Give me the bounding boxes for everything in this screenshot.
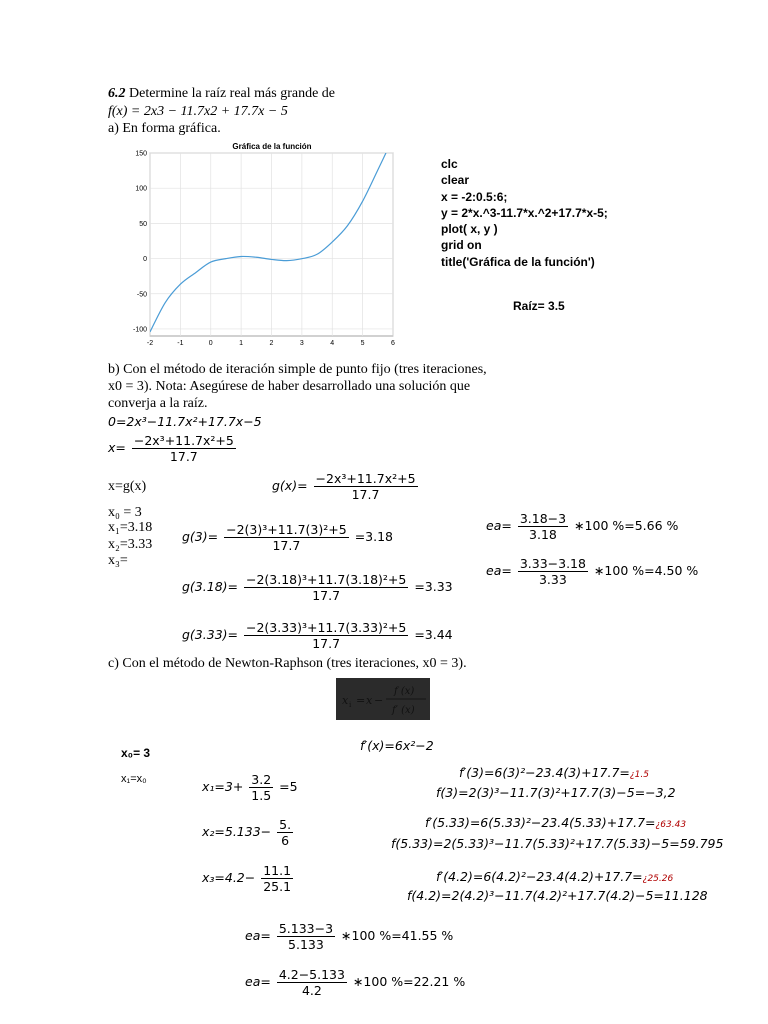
ea-b1-denominator: 3.18	[529, 527, 557, 542]
problem-number: 6.2	[108, 86, 126, 101]
x-tick-label: 0	[208, 340, 213, 347]
iter-x1: x₁=3.18	[108, 520, 153, 535]
code-line: y = 2*x.^3-11.7*x.^2+17.7*x-5;	[441, 205, 608, 220]
f-prime-at-3	[459, 765, 649, 780]
problem-header	[108, 86, 335, 102]
ea-c1-result: ∗100 %=41.55 %	[341, 928, 454, 943]
fp42-value: ¿25.26	[642, 874, 674, 884]
ea-c2-fraction	[277, 967, 347, 998]
g3-fraction	[244, 620, 408, 651]
problem-statement: Determine la raíz real más grande de	[129, 86, 336, 101]
ea-b-2	[486, 556, 698, 587]
f-at-3: f(3)=2(3)³−11.7(3)²+17.7(3)−5=−3,2	[436, 785, 676, 800]
code-line: grid on	[441, 238, 482, 253]
part-c-line1: c) Con el método de Newton-Raphson (tres iteraciones, x0 = 3).	[108, 656, 467, 671]
code-line: x = -2:0.5:6;	[441, 189, 508, 204]
nx2-lhs: x₂=5.133−	[202, 824, 272, 839]
nx1-fraction	[249, 772, 273, 803]
g1-fraction	[224, 522, 349, 553]
g-iteration-3	[182, 620, 453, 651]
svg-text:i: i	[349, 701, 352, 709]
nx2-denominator: 6	[281, 833, 290, 848]
nx3-denominator: 25.1	[263, 879, 292, 894]
ea-b1-numerator: 3.18−3	[519, 511, 567, 526]
ea-b1-lhs: ea=	[486, 518, 512, 533]
nx3-numerator: 11.1	[263, 863, 292, 878]
svg-text:−: −	[374, 694, 384, 707]
f-prime-at-42	[436, 869, 673, 884]
code-line: clc	[441, 157, 458, 171]
x-fraction	[132, 433, 236, 464]
nx1-result: =5	[279, 779, 298, 794]
newton-x2	[202, 817, 292, 848]
g-denominator: 17.7	[351, 487, 380, 502]
svg-text:x: x	[342, 694, 349, 707]
newton-x3	[202, 863, 292, 894]
g2-lhs: g(3.18)=	[182, 579, 238, 594]
f-prime-definition: f′(x)=6x²−2	[360, 738, 434, 753]
ea-c1-lhs: ea=	[245, 928, 271, 943]
newton-x0: x₀= 3	[121, 746, 151, 760]
chart-title: Gráfica de la función	[232, 142, 312, 151]
x-tick-label: -1	[177, 340, 184, 347]
ea-c-2	[245, 967, 465, 998]
ea-c1-fraction	[277, 921, 335, 952]
chart-svg	[118, 138, 400, 352]
ea-c2-denominator: 4.2	[301, 983, 322, 998]
g-iteration-2	[182, 572, 453, 603]
equation-zero: 0=2x³−11.7x²+17.7x−5	[108, 414, 262, 429]
x-denominator: 17.7	[169, 449, 198, 464]
g1-denominator: 17.7	[272, 538, 301, 553]
x-tick-label: 4	[330, 340, 335, 347]
x-tick-label: 5	[360, 340, 365, 347]
g2-denominator: 17.7	[312, 588, 341, 603]
g1-lhs: g(3)=	[182, 529, 219, 544]
g-numerator: −2x³+11.7x²+5	[315, 471, 416, 486]
code-block	[441, 156, 608, 270]
x-lhs: x=	[108, 440, 126, 455]
x-numerator: −2x³+11.7x²+5	[133, 433, 234, 448]
g2-numerator: −2(3.18)³+11.7(3.18)²+5	[245, 572, 407, 587]
x-tick-label: 1	[239, 340, 244, 347]
ea-c2-lhs: ea=	[245, 974, 271, 989]
g-iteration-1	[182, 522, 393, 553]
svg-text:x: x	[366, 694, 373, 707]
y-tick-label: 150	[135, 150, 147, 158]
y-tick-label: -100	[132, 326, 147, 334]
x-equation	[108, 433, 238, 464]
ea-b2-numerator: 3.33−3.18	[519, 556, 586, 571]
y-tick-label: 100	[135, 185, 147, 193]
x-tick-label: 6	[391, 340, 395, 347]
x-tick-label: 3	[299, 340, 304, 347]
x-tick-label: 2	[269, 340, 274, 347]
ea-b1-fraction	[518, 511, 568, 542]
x-tick-label: -2	[146, 340, 154, 347]
fp42-expr: f′(4.2)=6(4.2)²−23.4(4.2)+17.7=	[436, 869, 643, 884]
fp3-expr: f′(3)=6(3)²−23.4(3)+17.7=	[459, 765, 630, 780]
f-at-42: f(4.2)=2(4.2)³−11.7(4.2)²+17.7(4.2)−5=11.128	[407, 888, 708, 903]
nx3-lhs: x₃=4.2−	[202, 870, 256, 885]
nx1-numerator: 3.2	[251, 772, 272, 787]
g-definition	[272, 471, 420, 502]
nx2-fraction	[277, 817, 293, 848]
code-line: clear	[441, 173, 470, 188]
g3-lhs: g(3.33)=	[182, 627, 238, 642]
ea-b1-result: ∗100 %=5.66 %	[574, 518, 679, 533]
g2-result: =3.33	[414, 579, 453, 594]
svg-text:=: =	[356, 694, 366, 707]
g1-result: =3.18	[354, 529, 393, 544]
fp533-expr: f′(5.33)=6(5.33)²−23.4(5.33)+17.7=	[425, 815, 656, 830]
newton-x1-x0: x₁=x₀	[121, 773, 147, 785]
ea-b2-denominator: 3.33	[538, 572, 567, 587]
g2-fraction	[244, 572, 408, 603]
ea-b-1	[486, 511, 678, 542]
newton-x1	[202, 772, 298, 803]
g-lhs: g(x)=	[272, 478, 308, 493]
g1-numerator: −2(3)³+11.7(3)²+5	[226, 522, 347, 537]
ea-c2-result: ∗100 %=22.21 %	[352, 974, 466, 989]
function-chart	[118, 138, 400, 352]
f-prime-at-533	[425, 815, 686, 830]
newton-raphson-formula-image	[336, 678, 430, 720]
y-tick-label: -50	[136, 291, 147, 299]
g3-numerator: −2(3.33)³+11.7(3.33)²+5	[245, 620, 407, 635]
y-tick-label: 0	[143, 256, 147, 264]
iter-x0: x₀ = 3	[108, 505, 142, 520]
code-line: title('Gráfica de la función')	[441, 254, 595, 269]
part-b-line1: b) Con el método de iteración simple de punto fijo (tres iteraciones,	[108, 362, 487, 377]
part-b-line3: converja a la raíz.	[108, 396, 208, 411]
ea-b2-fraction	[518, 556, 588, 587]
nx1-lhs: x₁=3+	[202, 779, 244, 794]
code-line: plot( x, y )	[441, 222, 498, 237]
fp533-value: ¿63.43	[655, 820, 687, 830]
fp3-value: ¿1.5	[629, 770, 649, 780]
function-definition: f(x) = 2x3 − 11.7x2 + 17.7x − 5	[108, 104, 288, 119]
iter-x2: x₂=3.33	[108, 537, 153, 552]
part-a-label: a) En forma gráfica.	[108, 121, 221, 136]
g3-result: =3.44	[414, 627, 453, 642]
nx1-denominator: 1.5	[251, 788, 272, 803]
ea-c1-denominator: 5.133	[288, 937, 324, 952]
f-at-533: f(5.33)=2(5.33)³−11.7(5.33)²+17.7(5.33)−5=59.795	[391, 836, 724, 851]
x-equals-g: x=g(x)	[108, 479, 147, 494]
y-tick-label: 50	[139, 220, 147, 228]
g3-denominator: 17.7	[312, 636, 341, 651]
svg-text:f (x): f (x)	[394, 686, 415, 697]
root-result: Raíz= 3.5	[513, 299, 565, 313]
part-b-line2: x0 = 3). Nota: Asegúrese de haber desarrollado una solución que	[108, 379, 471, 394]
nx2-numerator: 5.	[279, 817, 292, 832]
g-fraction	[314, 471, 418, 502]
ea-c1-numerator: 5.133−3	[278, 921, 334, 936]
ea-b2-lhs: ea=	[486, 563, 512, 578]
ea-b2-result: ∗100 %=4.50 %	[593, 563, 699, 578]
ea-c-1	[245, 921, 453, 952]
nx3-fraction	[261, 863, 293, 894]
newton-formula-svg	[336, 678, 430, 720]
svg-text:f′ (x): f′ (x)	[392, 705, 415, 716]
iter-x3: x₃=	[108, 553, 128, 568]
ea-c2-numerator: 4.2−5.133	[278, 967, 345, 982]
